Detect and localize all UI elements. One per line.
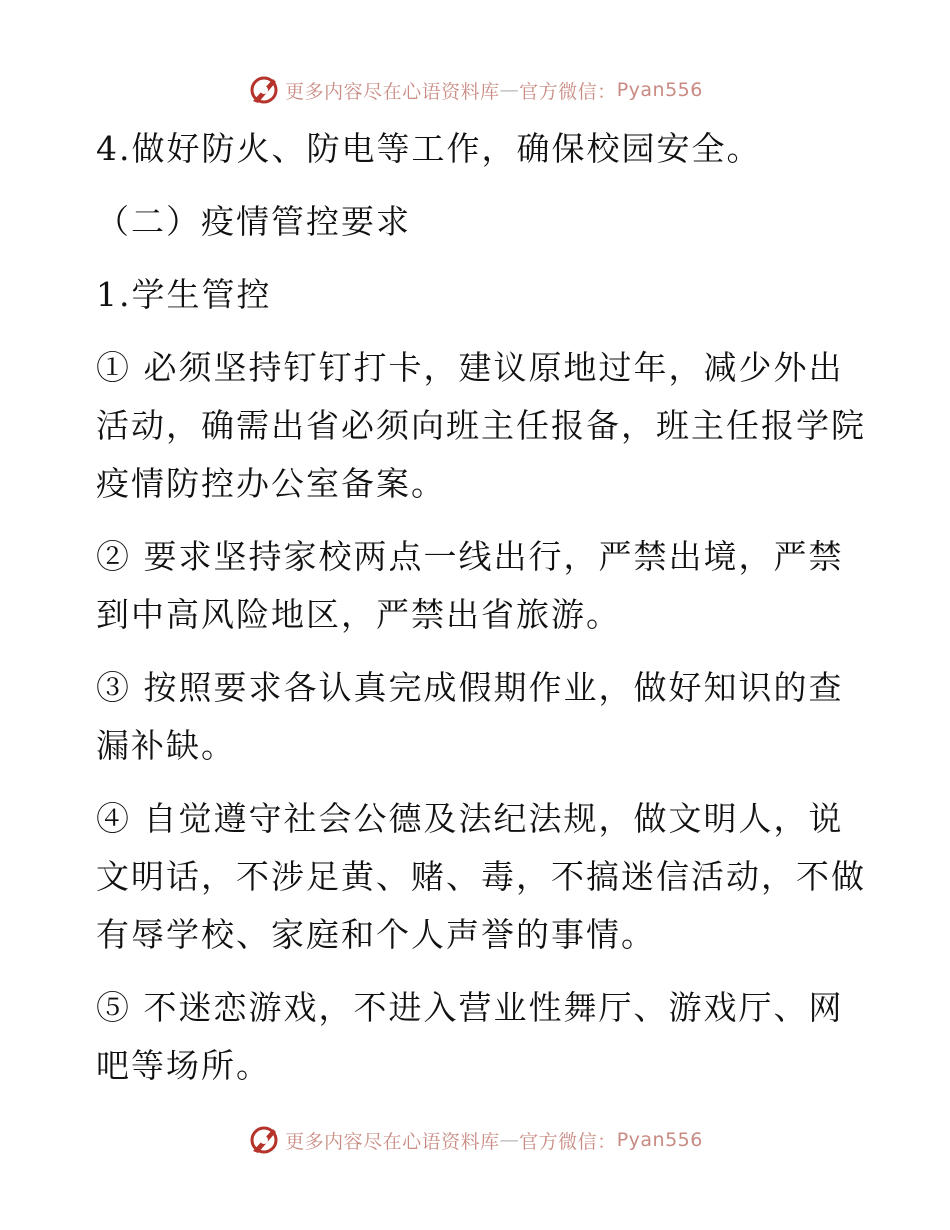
section-heading-epidemic: （二）疫情管控要求 bbox=[96, 202, 411, 241]
watermark-main-text: 更多内容尽在心语资料库 bbox=[285, 1130, 500, 1153]
paragraph-item-5 bbox=[96, 979, 856, 1095]
footer-watermark bbox=[0, 1120, 950, 1160]
paragraph-line: ③ 按照要求各认真完成假期作业，做好知识的查 bbox=[96, 668, 844, 707]
watermark-separator: — bbox=[499, 1129, 520, 1151]
document-body bbox=[96, 120, 866, 1095]
paragraph-line: 疫情防控办公室备案。 bbox=[96, 464, 446, 503]
watermark-main-text: 更多内容尽在心语资料库 bbox=[285, 80, 500, 103]
item-4-fire-safety: 4.做好防火、防电等工作，确保校园安全。 bbox=[96, 129, 762, 168]
paragraph-line: ② 要求坚持家校两点一线出行，严禁出境，严禁 bbox=[96, 537, 844, 576]
paragraph-line: ④ 自觉遵守社会公德及法纪法规，做文明人，说 bbox=[96, 799, 844, 838]
watermark-separator: — bbox=[499, 79, 520, 101]
logo-quill-icon bbox=[247, 1123, 281, 1157]
paragraph-item-2 bbox=[96, 528, 856, 644]
paragraph-item-3 bbox=[96, 659, 856, 775]
paragraph-item-4 bbox=[96, 790, 866, 964]
subheading-student-control: 1.学生管控 bbox=[96, 275, 272, 314]
watermark-label: 官方微信： bbox=[519, 80, 617, 103]
paragraph-line: 漏补缺。 bbox=[96, 726, 236, 765]
paragraph-line: ⑤ 不迷恋游戏，不进入营业性舞厅、游戏厅、网 bbox=[96, 988, 844, 1027]
paragraph-line: ① 必须坚持钉钉打卡，建议原地过年，减少外出 bbox=[96, 348, 844, 387]
watermark-id: Pyan556 bbox=[616, 1129, 703, 1151]
paragraph-line: 文明话，不涉足黄、赌、毒，不搞迷信活动，不做 bbox=[96, 857, 866, 896]
paragraph-line: 活动，确需出省必须向班主任报备，班主任报学院 bbox=[96, 406, 866, 445]
paragraph-line: 到中高风险地区，严禁出省旅游。 bbox=[96, 595, 621, 634]
header-watermark bbox=[0, 70, 950, 110]
paragraph-line: 吧等场所。 bbox=[96, 1046, 271, 1085]
watermark-label: 官方微信： bbox=[519, 1130, 617, 1153]
watermark-id: Pyan556 bbox=[616, 79, 703, 101]
paragraph-line: 有辱学校、家庭和个人声誉的事情。 bbox=[96, 915, 656, 954]
paragraph-item-1 bbox=[96, 339, 866, 513]
logo-quill-icon bbox=[247, 73, 281, 107]
